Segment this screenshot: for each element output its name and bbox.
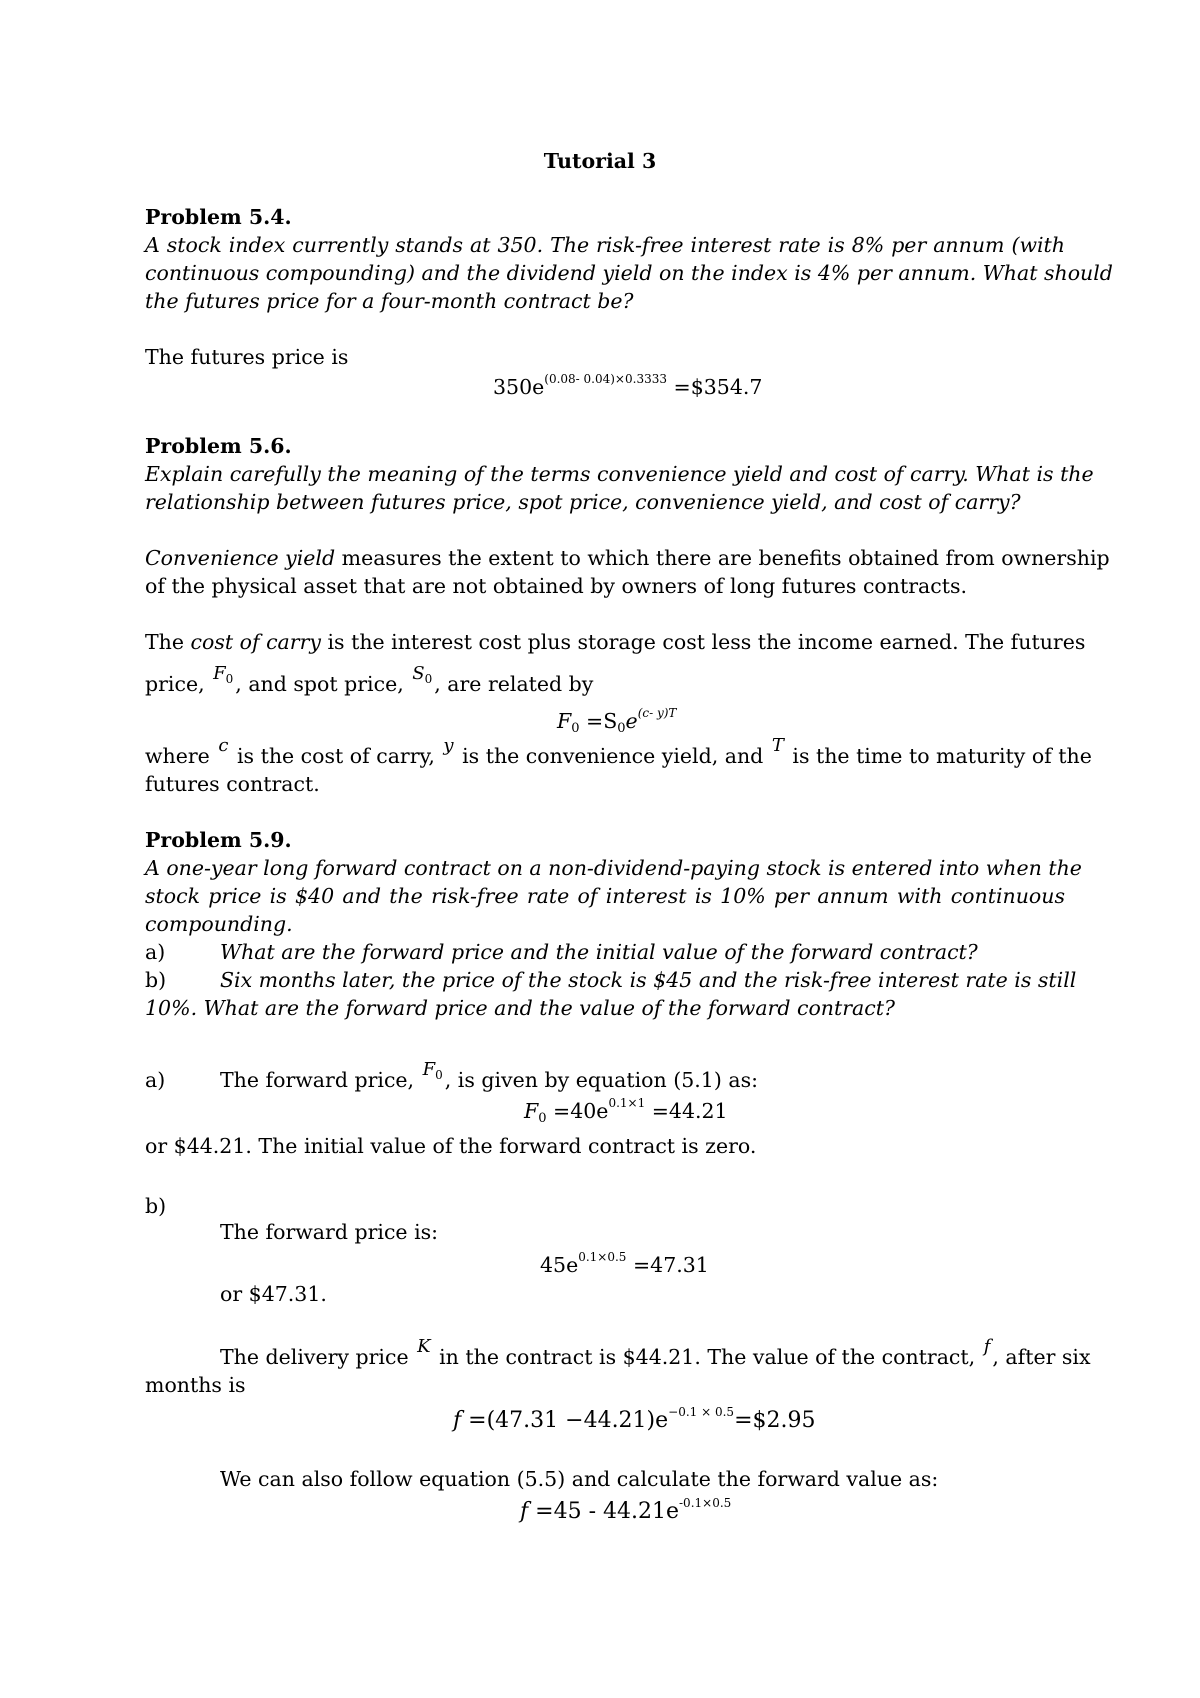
problem-5-4-question-line: the futures price for a four-month contract be? — [145, 289, 634, 313]
eq-result: =$354.7 — [673, 375, 763, 399]
answer-b-equation — [540, 1250, 709, 1277]
part-text: Six months later, the price of the stock is $45 and the risk-free interest rate is still — [220, 968, 1077, 992]
text-span: price, — [145, 672, 205, 696]
text-span: The — [145, 630, 191, 654]
eq-letter: F — [524, 1099, 539, 1123]
cost-of-carry-equation — [557, 706, 676, 736]
answer-part-b-label: b) — [145, 1194, 167, 1218]
question-part-a — [145, 938, 1065, 966]
text-span: where — [145, 744, 210, 768]
text-span: is the convenience yield, and — [462, 744, 764, 768]
cost-of-carry-paragraph — [145, 628, 1086, 656]
problem-5-6-question-line: Explain carefully the meaning of the terms convenience yield and cost of carry. What is the — [145, 462, 1094, 486]
symbol-letter: F — [213, 663, 226, 684]
eq-subscript: 0 — [617, 721, 626, 736]
page-title: Tutorial 3 — [543, 149, 657, 173]
symbol-c: c — [218, 735, 229, 756]
part-label: b) — [145, 968, 167, 992]
eq-text: =40e — [546, 1099, 609, 1123]
text-span: measures the extent to which there are benefits obtained from ownership — [335, 546, 1110, 570]
symbol-F0 — [213, 660, 233, 693]
problem-5-4-question-line: A stock index currently stands at 350. The risk-free interest rate is 8% per annum (with — [145, 233, 1065, 257]
text-span: is the cost of carry, — [236, 744, 435, 768]
text-span: The delivery price — [220, 1345, 409, 1369]
symbol-K: K — [417, 1336, 431, 1357]
convenience-yield-paragraph — [145, 544, 1110, 572]
convenience-yield-paragraph-line: of the physical asset that are not obtained by owners of long futures contracts. — [145, 574, 967, 598]
part-text: What are the forward price and the initial value of the forward contract? — [220, 940, 978, 964]
term-convenience-yield: Convenience yield — [145, 546, 336, 570]
text-span: , and spot price, — [235, 672, 404, 696]
eq-exponent: -0.1×0.5 — [679, 1496, 732, 1510]
symbol-S0 — [412, 660, 432, 693]
eq-result: =$2.95 — [734, 1408, 816, 1433]
eq-letter: e — [625, 709, 638, 733]
problem-5-9-heading: Problem 5.9. — [145, 828, 292, 852]
eq-letter: F — [557, 709, 572, 733]
delivery-price-line — [220, 1336, 1091, 1373]
forward-value-equation — [520, 1496, 731, 1524]
equation-5-5-line: We can also follow equation (5.5) and calculate the forward value as: — [220, 1467, 939, 1491]
text-span: is the interest cost plus storage cost less the income earned. The futures — [320, 630, 1086, 654]
eq-text: =45 - 44.21e — [528, 1499, 679, 1524]
eq-base: 350e — [493, 375, 545, 399]
eq-exponent: 0.1×1 — [608, 1096, 646, 1110]
symbol-letter: F — [422, 1059, 436, 1080]
problem-5-6-question-line: relationship between futures price, spot price, convenience yield, and cost of carry? — [145, 490, 1021, 514]
answer-b-result: or $47.31. — [220, 1282, 327, 1306]
eq-exponent: −0.1 × 0.5 — [668, 1405, 735, 1419]
eq-result: =47.31 — [626, 1253, 709, 1277]
symbol-letter: S — [412, 663, 425, 684]
answer-a-conclusion: or $44.21. The initial value of the forward contract is zero. — [145, 1134, 757, 1158]
text-span: The forward price, — [220, 1068, 415, 1092]
question-part-b — [145, 966, 1077, 994]
symbol-T: T — [771, 735, 784, 756]
text-span: , after six — [992, 1345, 1091, 1369]
eq-text: (47.31 −44.21)e — [486, 1408, 669, 1433]
term-cost-of-carry: cost of carry — [190, 630, 321, 654]
part-label: a) — [145, 1068, 166, 1092]
symbol-subscript: 0 — [225, 672, 234, 686]
problem-5-9-question-line: stock price is $40 and the risk-free rate of interest is 10% per annum with continuous — [145, 884, 1065, 908]
delivery-price-line-2: months is — [145, 1373, 246, 1397]
answer-b-intro: The forward price is: — [220, 1220, 439, 1244]
problem-5-6-heading: Problem 5.6. — [145, 434, 292, 458]
eq-subscript: 0 — [538, 1111, 547, 1126]
problem-5-4-equation — [493, 372, 762, 399]
question-part-b-line-2: 10%. What are the forward price and the value of the forward contract? — [145, 996, 895, 1020]
problem-5-9-question-line: compounding. — [145, 912, 293, 936]
symbol-y: y — [443, 735, 454, 756]
contract-value-equation — [453, 1405, 815, 1433]
symbol-F0 — [423, 1056, 443, 1089]
problem-5-4-heading: Problem 5.4. — [145, 205, 292, 229]
part-label: a) — [145, 940, 166, 964]
eq-lhs: f — [520, 1499, 529, 1524]
eq-exponent: (0.08- 0.04)×0.3333 — [544, 372, 667, 386]
answer-a-equation — [524, 1096, 728, 1126]
problem-5-4-question-line: continuous compounding) and the dividend yield on the index is 4% per annum. What should — [145, 261, 1113, 285]
text-span: , is given by equation (5.1) as: — [444, 1068, 759, 1092]
eq-exponent: 0.1×0.5 — [578, 1250, 627, 1264]
cost-of-carry-paragraph-line — [145, 663, 1065, 705]
symbol-subscript: 0 — [435, 1068, 443, 1082]
where-line — [145, 735, 1092, 772]
eq-text: =S — [579, 709, 618, 733]
problem-5-9-question-line: A one-year long forward contract on a non-dividend-paying stock is entered into when the — [145, 856, 1082, 880]
where-line-2: futures contract. — [145, 772, 320, 796]
eq-subscript: 0 — [571, 721, 580, 736]
eq-result: =44.21 — [645, 1099, 728, 1123]
text-span: is the time to maturity of the — [792, 744, 1092, 768]
symbol-subscript: 0 — [424, 672, 433, 686]
text-span: in the contract is $44.21. The value of the contract, — [439, 1345, 976, 1369]
text-span: , are related by — [434, 672, 594, 696]
eq-lhs: f = — [453, 1408, 487, 1433]
eq-exponent: (c- y)T — [637, 706, 677, 720]
problem-5-4-answer-intro: The futures price is — [145, 345, 349, 369]
symbol-f: f — [983, 1336, 991, 1357]
eq-base: 45e — [540, 1253, 579, 1277]
